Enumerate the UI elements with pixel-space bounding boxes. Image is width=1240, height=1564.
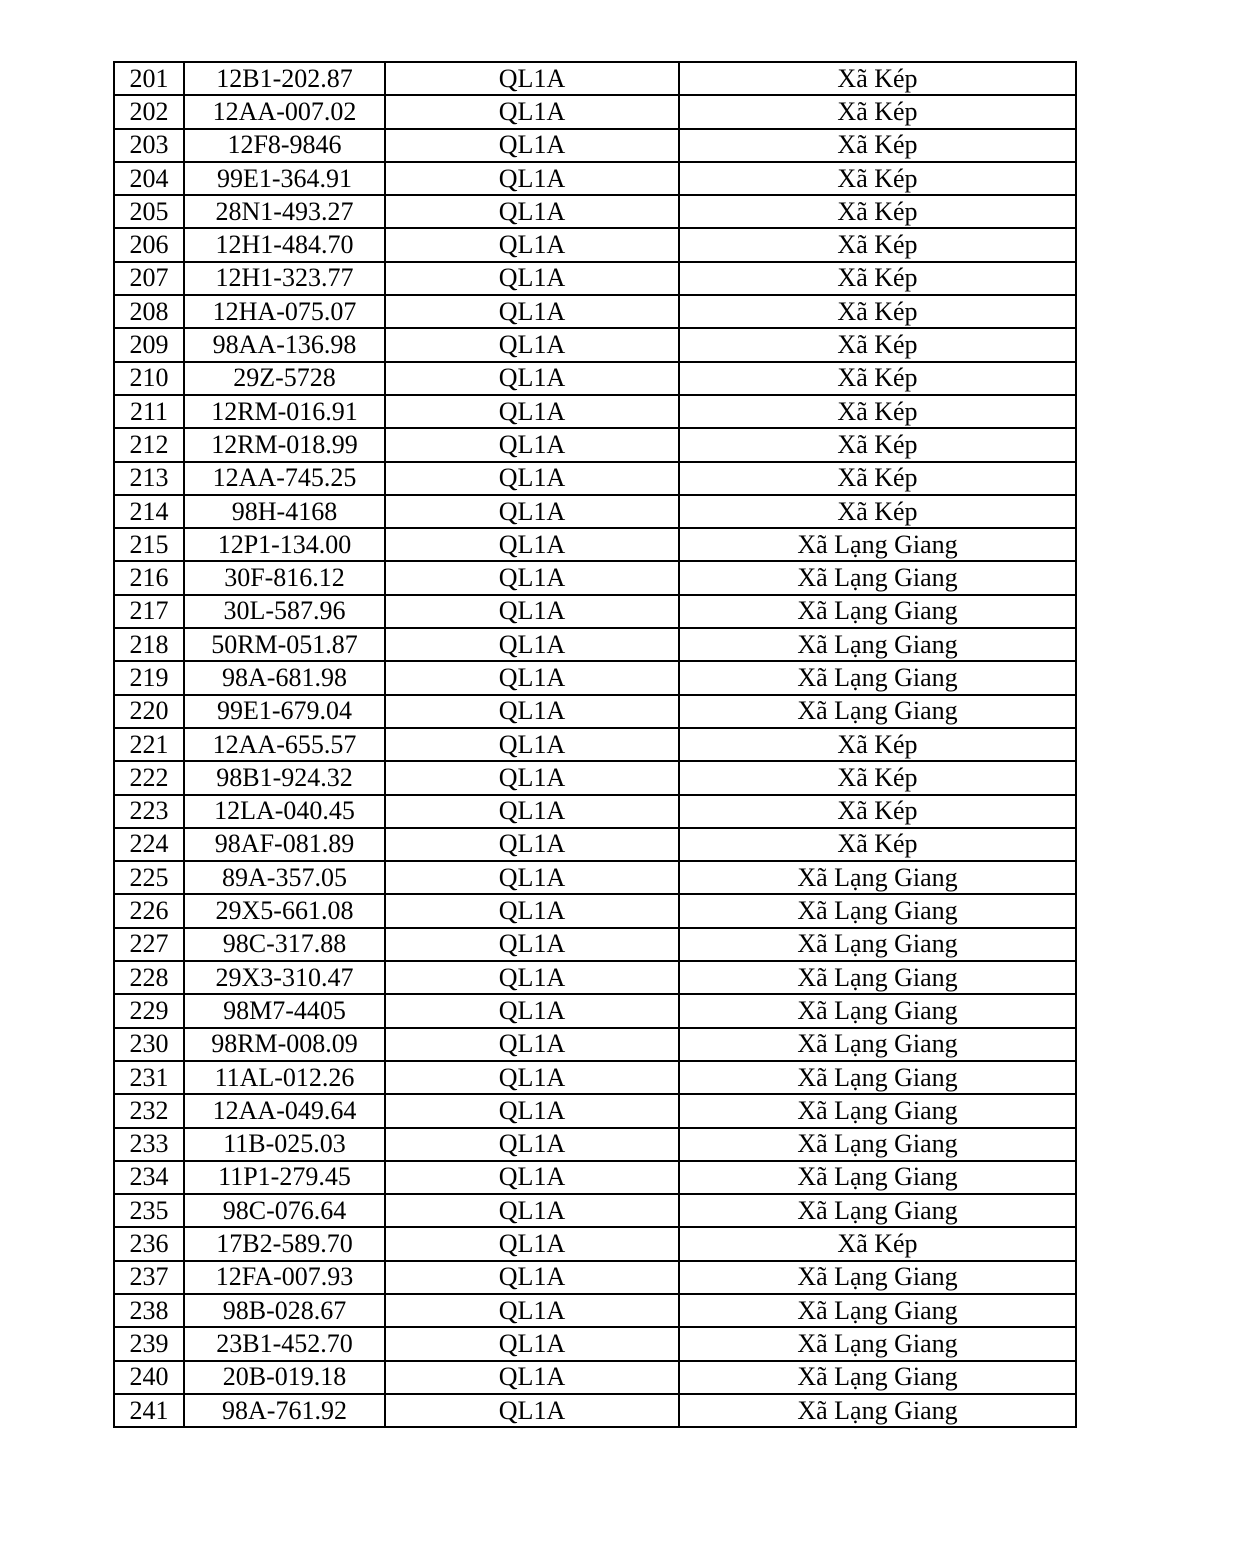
row-number-cell: 221 (114, 728, 184, 761)
location-cell: Xã Lạng Giang (679, 561, 1076, 594)
table-row (114, 1327, 1076, 1360)
row-number-cell: 237 (114, 1261, 184, 1294)
row-number-cell: 239 (114, 1327, 184, 1360)
license-plate-cell: 12FA-007.93 (184, 1261, 385, 1294)
license-plate-cell: 12AA-745.25 (184, 462, 385, 495)
road-cell: QL1A (385, 795, 679, 828)
location-cell: Xã Lạng Giang (679, 1094, 1076, 1127)
location-cell: Xã Kép (679, 1227, 1076, 1260)
location-cell: Xã Kép (679, 828, 1076, 861)
table-row (114, 1128, 1076, 1161)
license-plate-cell: 98C-317.88 (184, 928, 385, 961)
road-cell: QL1A (385, 628, 679, 661)
row-number-cell: 214 (114, 495, 184, 528)
row-number-cell: 205 (114, 195, 184, 228)
road-cell: QL1A (385, 495, 679, 528)
table-row (114, 561, 1076, 594)
license-plate-cell: 17B2-589.70 (184, 1227, 385, 1260)
table-row (114, 1294, 1076, 1327)
table-row (114, 462, 1076, 495)
license-plate-cell: 29X3-310.47 (184, 961, 385, 994)
location-cell: Xã Lạng Giang (679, 1028, 1076, 1061)
row-number-cell: 216 (114, 561, 184, 594)
table-row (114, 295, 1076, 328)
table-row (114, 1361, 1076, 1394)
row-number-cell: 241 (114, 1394, 184, 1427)
row-number-cell: 217 (114, 595, 184, 628)
table-row (114, 262, 1076, 295)
license-plate-cell: 98M7-4405 (184, 994, 385, 1027)
table-row (114, 62, 1076, 95)
road-cell: QL1A (385, 62, 679, 95)
table-body (114, 62, 1076, 1427)
road-cell: QL1A (385, 1294, 679, 1327)
row-number-cell: 213 (114, 462, 184, 495)
table-row (114, 961, 1076, 994)
location-cell: Xã Lạng Giang (679, 894, 1076, 927)
table-row (114, 861, 1076, 894)
road-cell: QL1A (385, 1227, 679, 1260)
license-plate-cell: 12H1-484.70 (184, 228, 385, 261)
road-cell: QL1A (385, 1361, 679, 1394)
license-plate-cell: 12RM-018.99 (184, 428, 385, 461)
row-number-cell: 223 (114, 795, 184, 828)
license-plate-cell: 98AA-136.98 (184, 328, 385, 361)
table-row (114, 1194, 1076, 1227)
road-cell: QL1A (385, 1061, 679, 1094)
vehicle-table (113, 61, 1077, 1428)
road-cell: QL1A (385, 1028, 679, 1061)
table-row (114, 928, 1076, 961)
table-row (114, 661, 1076, 694)
road-cell: QL1A (385, 129, 679, 162)
license-plate-cell: 29Z-5728 (184, 362, 385, 395)
row-number-cell: 215 (114, 528, 184, 561)
license-plate-cell: 12P1-134.00 (184, 528, 385, 561)
license-plate-cell: 11B-025.03 (184, 1128, 385, 1161)
row-number-cell: 232 (114, 1094, 184, 1127)
table-row (114, 395, 1076, 428)
road-cell: QL1A (385, 195, 679, 228)
table-row (114, 994, 1076, 1027)
license-plate-cell: 12AA-655.57 (184, 728, 385, 761)
row-number-cell: 219 (114, 661, 184, 694)
road-cell: QL1A (385, 1128, 679, 1161)
row-number-cell: 240 (114, 1361, 184, 1394)
road-cell: QL1A (385, 695, 679, 728)
location-cell: Xã Kép (679, 228, 1076, 261)
license-plate-cell: 99E1-679.04 (184, 695, 385, 728)
road-cell: QL1A (385, 328, 679, 361)
road-cell: QL1A (385, 661, 679, 694)
table-row (114, 1227, 1076, 1260)
location-cell: Xã Lạng Giang (679, 1327, 1076, 1360)
license-plate-cell: 12F8-9846 (184, 129, 385, 162)
license-plate-cell: 89A-357.05 (184, 861, 385, 894)
location-cell: Xã Lạng Giang (679, 595, 1076, 628)
license-plate-cell: 99E1-364.91 (184, 162, 385, 195)
location-cell: Xã Kép (679, 728, 1076, 761)
location-cell: Xã Lạng Giang (679, 1394, 1076, 1427)
table-row (114, 162, 1076, 195)
road-cell: QL1A (385, 362, 679, 395)
license-plate-cell: 50RM-051.87 (184, 628, 385, 661)
location-cell: Xã Lạng Giang (679, 861, 1076, 894)
table-row (114, 95, 1076, 128)
license-plate-cell: 12B1-202.87 (184, 62, 385, 95)
license-plate-cell: 29X5-661.08 (184, 894, 385, 927)
location-cell: Xã Lạng Giang (679, 1261, 1076, 1294)
row-number-cell: 206 (114, 228, 184, 261)
location-cell: Xã Kép (679, 362, 1076, 395)
license-plate-cell: 12AA-049.64 (184, 1094, 385, 1127)
road-cell: QL1A (385, 1394, 679, 1427)
location-cell: Xã Kép (679, 129, 1076, 162)
row-number-cell: 227 (114, 928, 184, 961)
license-plate-cell: 30F-816.12 (184, 561, 385, 594)
location-cell: Xã Lạng Giang (679, 1361, 1076, 1394)
row-number-cell: 209 (114, 328, 184, 361)
location-cell: Xã Kép (679, 495, 1076, 528)
table-row (114, 894, 1076, 927)
table-row (114, 1394, 1076, 1427)
row-number-cell: 208 (114, 295, 184, 328)
table-row (114, 828, 1076, 861)
location-cell: Xã Kép (679, 428, 1076, 461)
license-plate-cell: 98A-681.98 (184, 661, 385, 694)
location-cell: Xã Lạng Giang (679, 1161, 1076, 1194)
location-cell: Xã Kép (679, 95, 1076, 128)
road-cell: QL1A (385, 761, 679, 794)
table-row (114, 628, 1076, 661)
row-number-cell: 224 (114, 828, 184, 861)
location-cell: Xã Lạng Giang (679, 1294, 1076, 1327)
license-plate-cell: 98B-028.67 (184, 1294, 385, 1327)
road-cell: QL1A (385, 1194, 679, 1227)
license-plate-cell: 98AF-081.89 (184, 828, 385, 861)
table-row (114, 129, 1076, 162)
table-row (114, 328, 1076, 361)
license-plate-cell: 98H-4168 (184, 495, 385, 528)
license-plate-cell: 23B1-452.70 (184, 1327, 385, 1360)
road-cell: QL1A (385, 395, 679, 428)
road-cell: QL1A (385, 1327, 679, 1360)
road-cell: QL1A (385, 961, 679, 994)
location-cell: Xã Kép (679, 295, 1076, 328)
location-cell: Xã Kép (679, 395, 1076, 428)
road-cell: QL1A (385, 595, 679, 628)
license-plate-cell: 12HA-075.07 (184, 295, 385, 328)
table-row (114, 761, 1076, 794)
table-row (114, 1161, 1076, 1194)
table-row (114, 428, 1076, 461)
row-number-cell: 222 (114, 761, 184, 794)
row-number-cell: 218 (114, 628, 184, 661)
road-cell: QL1A (385, 1261, 679, 1294)
location-cell: Xã Kép (679, 262, 1076, 295)
row-number-cell: 236 (114, 1227, 184, 1260)
road-cell: QL1A (385, 295, 679, 328)
location-cell: Xã Lạng Giang (679, 661, 1076, 694)
table-row (114, 495, 1076, 528)
row-number-cell: 211 (114, 395, 184, 428)
table-row (114, 528, 1076, 561)
license-plate-cell: 11P1-279.45 (184, 1161, 385, 1194)
license-plate-cell: 12H1-323.77 (184, 262, 385, 295)
license-plate-cell: 98C-076.64 (184, 1194, 385, 1227)
road-cell: QL1A (385, 262, 679, 295)
license-plate-cell: 98A-761.92 (184, 1394, 385, 1427)
road-cell: QL1A (385, 528, 679, 561)
table-row (114, 1094, 1076, 1127)
road-cell: QL1A (385, 428, 679, 461)
row-number-cell: 204 (114, 162, 184, 195)
row-number-cell: 230 (114, 1028, 184, 1061)
road-cell: QL1A (385, 228, 679, 261)
row-number-cell: 233 (114, 1128, 184, 1161)
license-plate-cell: 12AA-007.02 (184, 95, 385, 128)
row-number-cell: 207 (114, 262, 184, 295)
location-cell: Xã Lạng Giang (679, 628, 1076, 661)
row-number-cell: 225 (114, 861, 184, 894)
row-number-cell: 212 (114, 428, 184, 461)
location-cell: Xã Kép (679, 195, 1076, 228)
location-cell: Xã Kép (679, 62, 1076, 95)
location-cell: Xã Kép (679, 795, 1076, 828)
location-cell: Xã Lạng Giang (679, 961, 1076, 994)
road-cell: QL1A (385, 894, 679, 927)
location-cell: Xã Lạng Giang (679, 1061, 1076, 1094)
road-cell: QL1A (385, 928, 679, 961)
table-row (114, 228, 1076, 261)
table-row (114, 1061, 1076, 1094)
row-number-cell: 201 (114, 62, 184, 95)
license-plate-cell: 98RM-008.09 (184, 1028, 385, 1061)
road-cell: QL1A (385, 1094, 679, 1127)
location-cell: Xã Lạng Giang (679, 1128, 1076, 1161)
location-cell: Xã Lạng Giang (679, 994, 1076, 1027)
license-plate-cell: 28N1-493.27 (184, 195, 385, 228)
table-row (114, 595, 1076, 628)
location-cell: Xã Lạng Giang (679, 928, 1076, 961)
table-row (114, 195, 1076, 228)
table-row (114, 728, 1076, 761)
location-cell: Xã Kép (679, 328, 1076, 361)
row-number-cell: 234 (114, 1161, 184, 1194)
road-cell: QL1A (385, 462, 679, 495)
row-number-cell: 231 (114, 1061, 184, 1094)
road-cell: QL1A (385, 561, 679, 594)
road-cell: QL1A (385, 162, 679, 195)
table-row (114, 695, 1076, 728)
license-plate-cell: 12RM-016.91 (184, 395, 385, 428)
license-plate-cell: 98B1-924.32 (184, 761, 385, 794)
location-cell: Xã Lạng Giang (679, 528, 1076, 561)
row-number-cell: 210 (114, 362, 184, 395)
table-row (114, 1028, 1076, 1061)
table-row (114, 362, 1076, 395)
road-cell: QL1A (385, 95, 679, 128)
road-cell: QL1A (385, 861, 679, 894)
row-number-cell: 220 (114, 695, 184, 728)
row-number-cell: 228 (114, 961, 184, 994)
location-cell: Xã Lạng Giang (679, 695, 1076, 728)
row-number-cell: 203 (114, 129, 184, 162)
road-cell: QL1A (385, 1161, 679, 1194)
road-cell: QL1A (385, 828, 679, 861)
row-number-cell: 226 (114, 894, 184, 927)
location-cell: Xã Lạng Giang (679, 1194, 1076, 1227)
table-row (114, 1261, 1076, 1294)
row-number-cell: 202 (114, 95, 184, 128)
row-number-cell: 229 (114, 994, 184, 1027)
location-cell: Xã Kép (679, 761, 1076, 794)
location-cell: Xã Kép (679, 462, 1076, 495)
row-number-cell: 235 (114, 1194, 184, 1227)
license-plate-cell: 30L-587.96 (184, 595, 385, 628)
license-plate-cell: 20B-019.18 (184, 1361, 385, 1394)
row-number-cell: 238 (114, 1294, 184, 1327)
road-cell: QL1A (385, 994, 679, 1027)
license-plate-cell: 11AL-012.26 (184, 1061, 385, 1094)
road-cell: QL1A (385, 728, 679, 761)
table-row (114, 795, 1076, 828)
location-cell: Xã Kép (679, 162, 1076, 195)
license-plate-cell: 12LA-040.45 (184, 795, 385, 828)
